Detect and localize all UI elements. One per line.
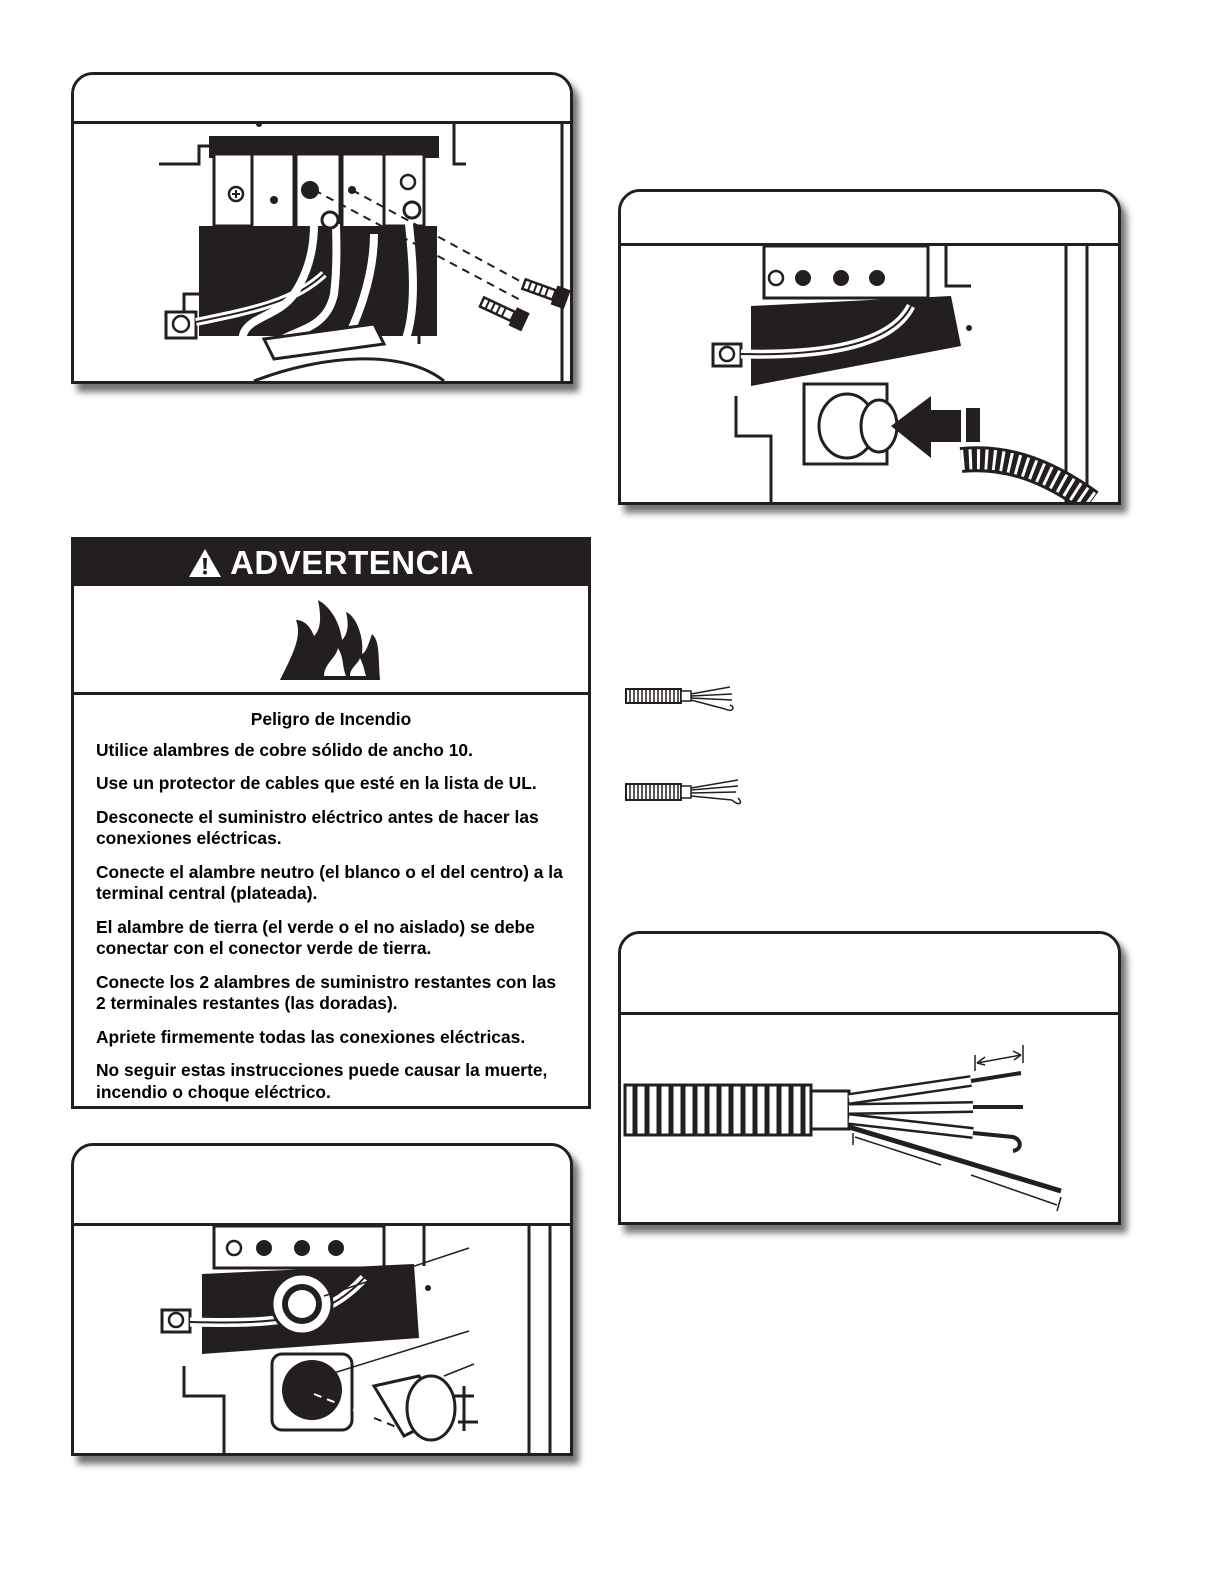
figure-caption-area (621, 934, 1118, 1015)
conduit-connector-illustration (74, 1226, 570, 1453)
figure-caption-area (621, 192, 1118, 246)
figure-strip-wire (618, 931, 1121, 1225)
conduit-insert-illustration (621, 246, 1118, 502)
warning-line: El alambre de tierra (el verde o el no aislado) se debe conectar con el conector verde de tierra. (96, 916, 535, 958)
warning-line: Use un protector de cables que esté en la lista de UL. (96, 773, 537, 793)
stripped-wire-3-icon (620, 677, 755, 719)
warning-line: Desconecte el suministro eléctrico antes de hacer las conexiones eléctricas. (96, 806, 539, 848)
warning-title: Peligro de Incendio (250, 709, 412, 729)
warning-box (71, 537, 591, 1109)
fire-symbol-area (74, 586, 588, 695)
warning-line: Utilice alambres de cobre sólido de ancho 10. (96, 739, 473, 760)
figure-conduit-insert (618, 189, 1121, 505)
terminal-block-illustration (74, 124, 570, 381)
figure-caption-area (74, 75, 570, 124)
figure-conduit-connector (71, 1143, 573, 1456)
warning-triangle-icon (188, 547, 222, 579)
warning-line: Conecte el alambre neutro (el blanco o el del centro) a la terminal central (plateada). (96, 861, 563, 903)
fire-icon (276, 596, 386, 682)
strip-wire-illustration (621, 1015, 1118, 1222)
figure-terminal-block-screws (71, 72, 573, 384)
warning-line: No seguir estas instrucciones puede causar la muerte, incendio o choque eléctrico. (96, 1060, 548, 1102)
warning-header (74, 540, 588, 586)
warning-header-text: ADVERTENCIA (230, 544, 474, 581)
warning-body (74, 695, 588, 1103)
figure-caption-area (74, 1146, 570, 1226)
warning-line: Conecte los 2 alambres de suministro restantes con las 2 terminales restantes (las doradas). (96, 971, 557, 1013)
stripped-wire-4-icon (620, 772, 755, 814)
warning-line: Apriete firmemente todas las conexiones eléctricas. (96, 1026, 526, 1047)
